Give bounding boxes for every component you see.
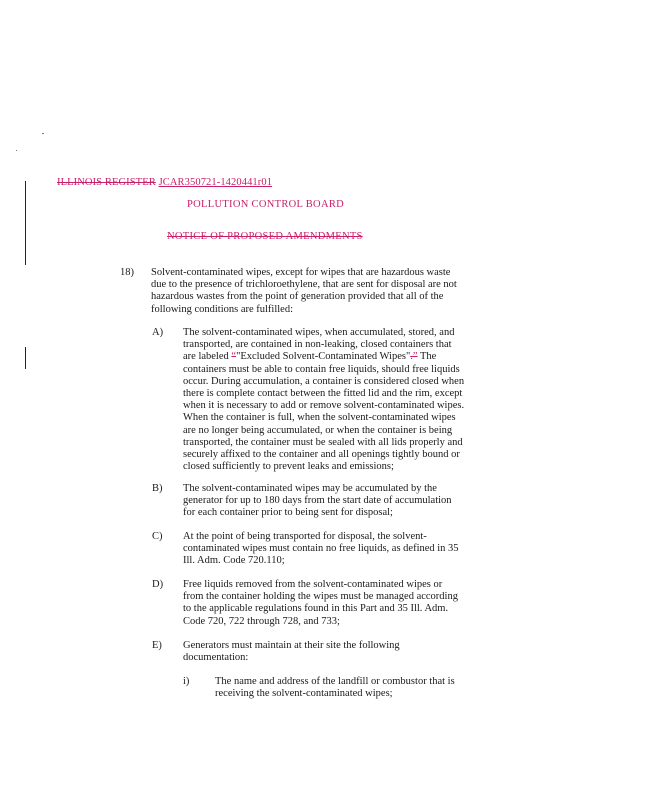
subsection-text: Generators must maintain at their site the following documentation: <box>183 640 400 664</box>
subsubsection-text: The name and address of the landfill or combustor that is receiving the solvent-contaminated wipes; <box>215 676 455 700</box>
subsection-number: A) <box>152 327 164 338</box>
scan-speck <box>42 133 44 134</box>
struck-quote: “ <box>231 351 237 363</box>
subsection-text: Free liquids removed from the solvent-contaminated wipes or from the container holding the wipes must be managed according to the applicable regulations found in this Part and 35 Ill. Adm. Code 720, 722 through 728, and 733; <box>183 579 458 627</box>
subsubsection-number: i) <box>183 676 190 687</box>
jcar-code: JCAR350721-1420441r01 <box>158 177 273 188</box>
subsection-number: C) <box>152 531 163 542</box>
subsection-number: D) <box>152 579 164 590</box>
change-bar <box>25 347 26 369</box>
change-bar <box>25 181 26 265</box>
subsection-text <box>183 327 465 473</box>
section-number: 18) <box>120 267 134 278</box>
board-name: POLLUTION CONTROL BOARD <box>187 199 345 210</box>
register-title-struck: ILLINOIS REGISTER <box>57 177 156 188</box>
subsection-text-part: The containers must be able to contain free liquids, should free liquids occur. During accumulation, a container is considered closed when there is complete contact between the fitted lid and the rim, except when it is necessary to add or remove solvent-contaminated wipes. When the container is full, when the solvent-contaminated wipes are no longer being accumulated, or when the container is being transported, the container must be sealed with all lids properly and securely affixed to the container and all openings tightly bound or closed sufficiently to prevent leaks and emissions; <box>183 351 465 473</box>
section-text: Solvent-contaminated wipes, except for wipes that are hazardous waste due to the presence of trichloroethylene, that are sent for disposal are not hazardous wastes from the point of generation provided that all of the following conditions are fulfilled: <box>151 267 457 315</box>
subsection-text-part: The solvent-contaminated wipes, when accumulated, stored, and transported, are contained in non-leaking, closed containers that are labeled <box>183 327 455 363</box>
subsection-text: The solvent-contaminated wipes may be accumulated by the generator for up to 180 days from the start date of accumulation for each container prior to being sent for disposal; <box>183 483 452 519</box>
subsection-number: B) <box>152 483 163 494</box>
notice-title: NOTICE OF PROPOSED AMENDMENTS <box>167 231 363 242</box>
subsection-number: E) <box>152 640 162 651</box>
struck-quote: .” <box>410 351 418 363</box>
scan-speck <box>16 150 17 151</box>
subsection-text: At the point of being transported for disposal, the solvent-contaminated wipes must contain no free liquids, as defined in 35 Ill. Adm. Code 720.110; <box>183 531 459 567</box>
container-label-text: "Excluded Solvent-Contaminated Wipes" <box>236 351 411 363</box>
register-header <box>57 177 272 188</box>
